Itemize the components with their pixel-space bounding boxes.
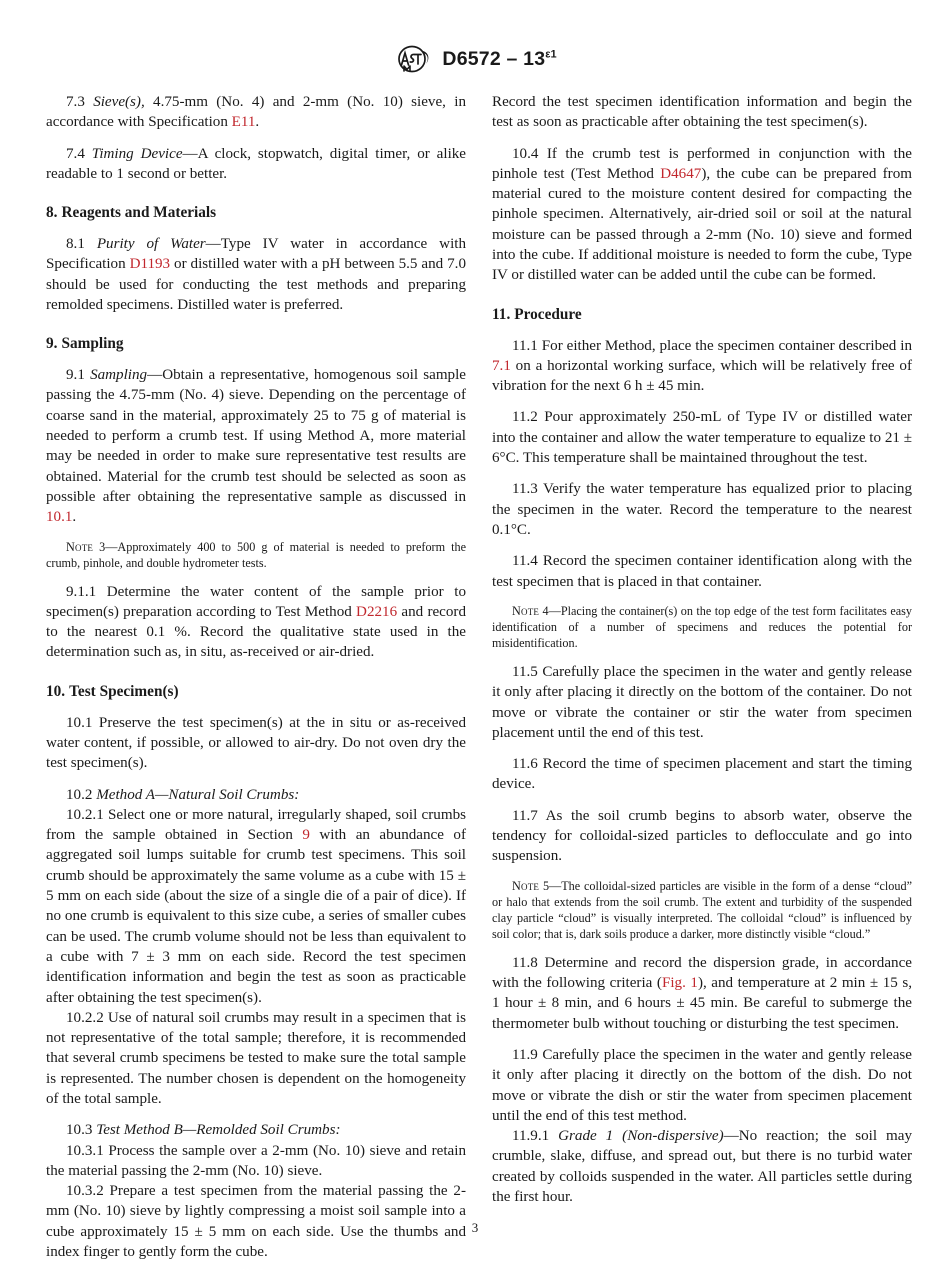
paragraph-text-tail: . [72,509,77,526]
reference-link-e11[interactable]: E11 [231,114,256,131]
clause-number: 9.1 [66,367,91,384]
section-title: Test Specimen(s) [69,682,179,700]
paragraph-7-3 [46,92,466,133]
paragraph-11-7: 11.7 As the soil crumb begins to absorb water, observe the tendency for colloidal-sized particles to deflocculate and go into suspension. [492,807,912,865]
paragraph-text: —A clock, stopwatch, digital timer, or alike readable to 1 second or better. [46,145,467,182]
paragraph-9-1 [46,365,466,527]
reference-link-10-1[interactable]: 10.1 [46,509,73,526]
term-italic: Grade 1 (Non-dispersive) [558,1128,724,1145]
term-italic: Sieve(s), [93,94,145,110]
clause-number: 11.9.1 [512,1128,559,1145]
paragraph-11-3: 11.3 Verify the water temperature has equalized prior to placing the specimen in the water. Record the temperature to the nearest 0.1°C. [492,481,912,538]
reference-link-d2216[interactable]: D2216 [356,603,398,620]
astm-logo-icon [393,44,433,74]
paragraph-10-1: 10.1 Preserve the test specimen(s) at the in situ or as-received water content, if possible, or allowed to air-dry. Do not oven dry the test specimen(s). [46,714,466,772]
paragraph-text: 10.2.1 Select one or more natural, irregularly shaped, soil crumbs from the sample obtained in Section [46,806,466,844]
subheading-italic: Method A—Natural Soil Crumbs: [96,786,300,803]
paragraph-11-1 [492,336,912,397]
note-5 [492,878,912,942]
page-header [0,44,950,74]
section-title: Sampling [61,335,124,353]
section-heading-11 [492,305,912,325]
reference-link-fig-1[interactable]: Fig. 1 [661,975,698,992]
paragraph-continuation: Record the test specimen identification information and begin the test as soon as practicable after obtaining the test specimen(s). [492,94,912,131]
note-text: —Approximately 400 to 500 g of material is needed to preform the crumb, pinhole, and double hydrometer tests. [46,539,466,570]
designation-superscript: ε1 [545,48,557,60]
paragraph-8-1 [46,234,466,315]
paragraph-text: —Type IV water in accordance with Specification [46,236,467,273]
paragraph-10-4 [492,144,912,286]
paragraph-10-3 [46,1120,466,1140]
section-title: Procedure [514,305,582,323]
paragraph-text-tail: . [255,114,260,131]
paragraph-text: —No reaction; the soil may crumble, slake, diffuse, and spread out, but there is no turbid water created by colloids suspended in the water. All particles settle during the first hour. [492,1128,912,1206]
clause-number: 7.4 [66,145,92,162]
paragraph-11-4: 11.4 Record the specimen container identification along with the test specimen that is placed in that container. [492,553,912,590]
paragraph-11-8 [492,953,912,1034]
note-3 [46,539,466,571]
paragraph-10-3-2: 10.3.2 Prepare a test specimen from the material passing the 2-mm (No. 10) sieve by lightly compressing a moist soil sample into a cube approximately 15 ± 5 mm on each side. Use the thumbs and index finger to gently form the cube. [46,1183,466,1261]
section-number: 10. [46,682,66,700]
note-label: Note [512,878,540,893]
reference-link-7-1[interactable]: 7.1 [492,357,511,374]
note-label: Note [66,539,94,554]
clause-number: 8.1 [66,236,97,253]
paragraph-11-9-1 [492,1126,912,1207]
reference-link-d1193[interactable]: D1193 [129,256,171,273]
subheading-italic: Test Method B—Remolded Soil Crumbs: [96,1122,341,1139]
section-heading-8 [46,203,466,223]
paragraph-11-6: 11.6 Record the time of specimen placement and start the timing device. [492,756,912,793]
note-4 [492,603,912,651]
section-number: 8. [46,204,58,222]
paragraph-text-tail: or distilled water with a pH between 5.5 and 7.0 should be used for conducting the test methods and preparing remolded specimens. Distilled water is preferred. [46,256,466,313]
designation-text: D6572 – 13 [442,47,546,70]
clause-number: 10.3 [66,1122,97,1139]
two-column-body [46,92,912,1262]
reference-link-d4647[interactable]: D4647 [660,165,702,182]
paragraph-9-1-1 [46,582,466,663]
paragraph-text: 4.75-mm (No. 4) and 2-mm (No. 10) sieve, in accordance with Specification [46,94,467,131]
standard-designation [442,48,556,71]
paragraph-10-3-1: 10.3.1 Process the sample over a 2-mm (No. 10) sieve and retain the material passing the 2-mm (No. 10) sieve. [46,1142,466,1179]
paragraph-text-tail: ), and temperature at 2 min ± 15 s, 1 hour ± 8 min, and 6 hours ± 45 min. Be careful to submerge the thermometer bulb without touching or disturbing the test specimen. [492,975,912,1032]
paragraph-text: —Obtain a representative, homogenous soil sample passing the 4.75-mm (No. 4) sieve. Depending on the percentage of coarse sand in the material, approximately 25 to 75 g of material is needed to perform a crumb test. If using Method A, more material may be needed in order to make sure representative test results are obtained. Material for the crumb test should be selected as soon as possible after obtaining the representative sample as discussed in [46,367,466,505]
section-heading-9 [46,334,466,354]
page-number: 3 [471,1220,479,1235]
right-column [492,92,912,1262]
paragraph-11-5: 11.5 Carefully place the specimen in the water and gently release it only after placing it directly on the bottom of the container. Do not move or vibrate the container or stir the water from specimen placement until the end of this test. [492,663,912,741]
section-title: Reagents and Materials [61,204,217,222]
paragraph-text-tail: ), the cube can be prepared from material cured to the moisture content desired for compacting the pinhole specimen. Alternatively, air-dried soil or soil at the natural moisture can be passed through a 2-mm (No. 10) sieve and formed into the cube. If additional moisture is needed to form the cube, Type IV or distilled water can be added until the cube can be formed. [492,165,912,284]
term-italic: Purity of Water [96,236,206,253]
paragraph-10-2-2: 10.2.2 Use of natural soil crumbs may result in a specimen that is not representative of the total sample; therefore, it is recommended that several crumb specimens be tested to make sure the total sample is represented. The number chosen is dependent on the homogeneity of the total sample. [46,1009,466,1107]
paragraph-11-9: 11.9 Carefully place the specimen in the water and gently release it only after placing it directly on the bottom of the dish. Do not move or vibrate the dish or stir the water from specimen placement until the end of this test method. [492,1047,912,1124]
section-heading-10 [46,682,466,702]
note-number: 5 [539,878,550,893]
page-footer [0,1220,950,1236]
note-text: —Placing the container(s) on the top edge of the test form facilitates easy identification of a number of specimens and reduces the potential for misidentification. [492,603,913,650]
reference-link-section-9[interactable]: 9 [302,827,310,844]
section-number: 9. [46,335,58,353]
paragraph-text-tail: with an abundance of aggregated soil lumps suitable for crumb test specimens. This soil crumb should be approximately the same volume as a cube with 15 ± 5 mm on each side (about the size of a single die of a pair of dice). If no one crumb is equivalent to this size cube, a series of smaller cubes can be used. The crumb volume should not be less than equivalent to a cube with 7 ± 3 mm on each side. Record the test specimen identification information and begin the test as soon as practicable after obtaining the test specimen(s). [46,827,467,1006]
paragraph-10-2 [46,785,466,805]
section-number: 11. [492,305,511,323]
term-italic: Timing Device [91,145,183,162]
note-number: 4 [539,603,549,618]
paragraph-text: 10.4 If the crumb test is performed in conjunction with the pinhole test (Test Method [492,145,912,182]
left-column [46,92,466,1262]
note-number: 3 [93,539,106,554]
note-text: —The colloidal-sized particles are visible in the form of a dense “cloud” or halo that extends from the soil crumb. The extent and turbidity of the suspended clay particle “cloud” is visually interpreted. The colloidal “cloud” is influenced by soil color; that is, dark soils produce a darker, more distinctly visible “cloud.” [492,878,913,941]
paragraph-text: 11.1 For either Method, place the specimen container described in [512,337,912,354]
clause-number: 10.2 [66,786,97,803]
paragraph-11-2: 11.2 Pour approximately 250-mL of Type IV or distilled water into the container and allow the water temperature to equalize to 21 ± 6°C. This temperature shall be maintained throughout the test. [492,409,912,467]
paragraph-10-2-1 [46,805,466,1008]
term-italic: Sampling [90,367,148,384]
paragraph-7-4 [46,144,466,185]
paragraph-text: 9.1.1 Determine the water content of the sample prior to specimen(s) preparation according to Test Method [46,583,466,620]
paragraph-text-tail: and record to the nearest 0.1 %. Record the qualitative state used in the determination such as, in situ, as-received or air-dried. [46,603,466,661]
clause-number: 7.3 [66,94,94,110]
paragraph-text: 11.8 Determine and record the dispersion grade, in accordance with the following criteria ( [492,954,912,992]
note-label: Note [512,603,540,618]
paragraph-text-tail: on a horizontal working surface, which will be relatively free of vibration for the next 6 h ± 45 min. [492,357,912,395]
